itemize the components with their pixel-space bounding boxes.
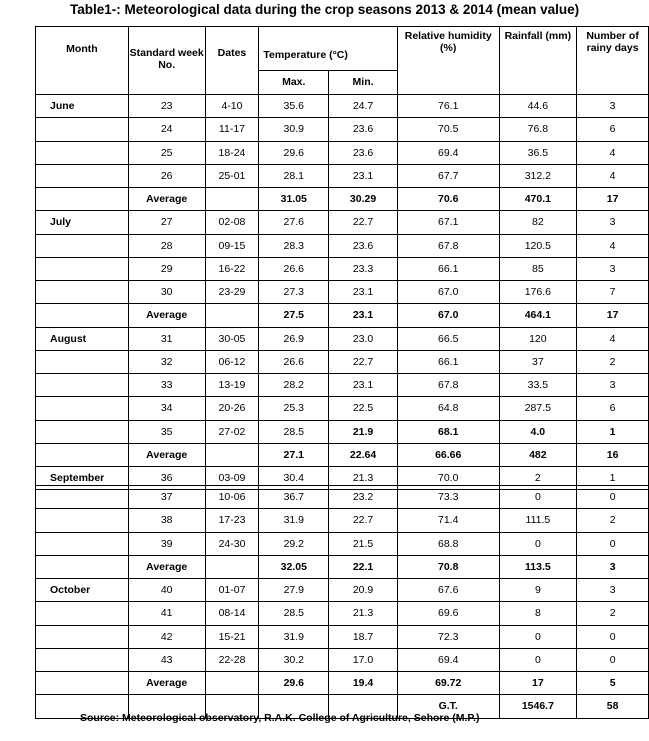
- cell-month: [36, 625, 129, 648]
- cell-max: 31.9: [259, 509, 329, 532]
- cell-days: 3: [577, 95, 649, 118]
- cell-month: [36, 443, 129, 466]
- cell-rain: 312.2: [499, 164, 577, 187]
- header-relative-humidity: Relative humidity (%): [397, 27, 499, 95]
- table-title: Table1-: Meteorological data during the crop seasons 2013 & 2014 (mean value): [70, 2, 580, 17]
- cell-week: 41: [128, 602, 205, 625]
- cell-month: [36, 188, 129, 211]
- table-row: [36, 397, 649, 420]
- header-month: Month: [36, 27, 129, 95]
- cell-max: 28.5: [259, 420, 329, 443]
- cell-month: [36, 509, 129, 532]
- cell-week: 29: [128, 257, 205, 280]
- cell-rh: 66.1: [397, 350, 499, 373]
- cell-rh: 72.3: [397, 625, 499, 648]
- average-row: [36, 555, 649, 578]
- cell-rain: 44.6: [499, 95, 577, 118]
- table-row: [36, 579, 649, 602]
- cell-days: 3: [577, 374, 649, 397]
- table-row: [36, 95, 649, 118]
- cell-days: 16: [577, 443, 649, 466]
- cell-rh: 73.3: [397, 486, 499, 509]
- cell-month: [36, 672, 129, 695]
- cell-week: 42: [128, 625, 205, 648]
- cell-rh: 66.1: [397, 257, 499, 280]
- cell-week: 37: [128, 486, 205, 509]
- cell-rain: 113.5: [499, 555, 577, 578]
- cell-max: 28.5: [259, 602, 329, 625]
- cell-week: Average: [128, 672, 205, 695]
- cell-dates: 25-01: [205, 164, 259, 187]
- cell-week: 25: [128, 141, 205, 164]
- cell-max: 30.2: [259, 648, 329, 671]
- cell-max: 29.6: [259, 141, 329, 164]
- cell-max: 36.7: [259, 486, 329, 509]
- table-row: [36, 420, 649, 443]
- cell-rh: 70.6: [397, 188, 499, 211]
- cell-month: [36, 532, 129, 555]
- cell-days: 4: [577, 141, 649, 164]
- cell-rain: 0: [499, 486, 577, 509]
- cell-dates: [205, 555, 259, 578]
- cell-dates: 11-17: [205, 118, 259, 141]
- cell-month: September: [36, 467, 129, 490]
- cell-rain: 8: [499, 602, 577, 625]
- cell-week: Average: [128, 443, 205, 466]
- cell-week: 43: [128, 648, 205, 671]
- cell-rain: 0: [499, 532, 577, 555]
- cell-max: 26.6: [259, 257, 329, 280]
- cell-min: 23.0: [329, 327, 398, 350]
- cell-days: 6: [577, 118, 649, 141]
- cell-min: 23.6: [329, 141, 398, 164]
- cell-rh: 71.4: [397, 509, 499, 532]
- cell-month: [36, 304, 129, 327]
- cell-max: 29.2: [259, 532, 329, 555]
- cell-dates: 30-05: [205, 327, 259, 350]
- cell-days: 6: [577, 397, 649, 420]
- cell-rh: G.T.: [397, 695, 499, 718]
- cell-days: 0: [577, 486, 649, 509]
- table-row: [36, 234, 649, 257]
- cell-dates: 22-28: [205, 648, 259, 671]
- cell-rain: 4.0: [499, 420, 577, 443]
- table-row: [36, 118, 649, 141]
- cell-week: 27: [128, 211, 205, 234]
- cell-rh: 64.8: [397, 397, 499, 420]
- cell-rh: 69.4: [397, 141, 499, 164]
- cell-dates: 15-21: [205, 625, 259, 648]
- header-max: Max.: [259, 71, 329, 95]
- cell-min: 21.5: [329, 532, 398, 555]
- cell-rain: 111.5: [499, 509, 577, 532]
- cell-dates: [205, 304, 259, 327]
- cell-min: 20.9: [329, 579, 398, 602]
- cell-dates: 03-09: [205, 467, 259, 490]
- cell-max: 32.05: [259, 555, 329, 578]
- cell-rh: 76.1: [397, 95, 499, 118]
- cell-days: 4: [577, 234, 649, 257]
- cell-week: 23: [128, 95, 205, 118]
- cell-min: 30.29: [329, 188, 398, 211]
- cell-days: 3: [577, 211, 649, 234]
- cell-week: 36: [128, 467, 205, 490]
- cell-dates: [205, 188, 259, 211]
- table-row: [36, 625, 649, 648]
- cell-dates: [205, 443, 259, 466]
- cell-month: [36, 257, 129, 280]
- cell-rh: 70.0: [397, 467, 499, 490]
- cell-min: 23.1: [329, 164, 398, 187]
- cell-min: 19.4: [329, 672, 398, 695]
- cell-month: [36, 555, 129, 578]
- table-row: [36, 648, 649, 671]
- cell-week: 32: [128, 350, 205, 373]
- cell-min: 24.7: [329, 95, 398, 118]
- cell-rh: 67.1: [397, 211, 499, 234]
- cell-min: 23.1: [329, 374, 398, 397]
- cell-dates: 09-15: [205, 234, 259, 257]
- cell-rain: 1546.7: [499, 695, 577, 718]
- cell-month: August: [36, 327, 129, 350]
- cell-min: 22.5: [329, 397, 398, 420]
- cell-min: 22.64: [329, 443, 398, 466]
- cell-min: 22.7: [329, 350, 398, 373]
- cell-week: 38: [128, 509, 205, 532]
- cell-dates: [205, 672, 259, 695]
- cell-max: 27.6: [259, 211, 329, 234]
- cell-week: Average: [128, 555, 205, 578]
- cell-days: 4: [577, 164, 649, 187]
- cell-days: 1: [577, 467, 649, 490]
- table-row: [36, 374, 649, 397]
- cell-days: 17: [577, 304, 649, 327]
- cell-max: 35.6: [259, 95, 329, 118]
- cell-month: July: [36, 211, 129, 234]
- cell-month: [36, 164, 129, 187]
- cell-rh: 69.4: [397, 648, 499, 671]
- cell-month: October: [36, 579, 129, 602]
- cell-month: [36, 602, 129, 625]
- cell-rain: 85: [499, 257, 577, 280]
- table-row: [36, 532, 649, 555]
- cell-dates: 23-29: [205, 281, 259, 304]
- header-rainy-days: Number of rainy days: [577, 27, 649, 95]
- cell-max: 30.9: [259, 118, 329, 141]
- cell-days: 5: [577, 672, 649, 695]
- table-row: [36, 211, 649, 234]
- cell-max: 25.3: [259, 397, 329, 420]
- cell-month: [36, 374, 129, 397]
- table-row: [36, 281, 649, 304]
- header-min: Min.: [329, 71, 398, 95]
- cell-rh: 68.1: [397, 420, 499, 443]
- cell-rh: 70.5: [397, 118, 499, 141]
- average-row: [36, 304, 649, 327]
- header-standard-week: Standard week No.: [128, 27, 205, 95]
- cell-days: 7: [577, 281, 649, 304]
- cell-rh: 69.6: [397, 602, 499, 625]
- cell-max: 31.05: [259, 188, 329, 211]
- cell-week: 35: [128, 420, 205, 443]
- cell-days: 3: [577, 257, 649, 280]
- average-row: [36, 443, 649, 466]
- cell-days: 2: [577, 509, 649, 532]
- cell-days: 0: [577, 625, 649, 648]
- header-row: [36, 27, 649, 71]
- meteorological-table-part-1: [35, 26, 649, 490]
- cell-week: 30: [128, 281, 205, 304]
- cell-days: 1: [577, 420, 649, 443]
- cell-rain: 287.5: [499, 397, 577, 420]
- cell-month: [36, 420, 129, 443]
- average-row: [36, 188, 649, 211]
- average-row: [36, 672, 649, 695]
- cell-rain: 2: [499, 467, 577, 490]
- cell-month: June: [36, 95, 129, 118]
- cell-rain: 176.6: [499, 281, 577, 304]
- cell-min: 21.9: [329, 420, 398, 443]
- cell-week: Average: [128, 188, 205, 211]
- cell-month: [36, 234, 129, 257]
- cell-rain: 9: [499, 579, 577, 602]
- cell-dates: 20-26: [205, 397, 259, 420]
- cell-dates: 16-22: [205, 257, 259, 280]
- cell-month: [36, 281, 129, 304]
- cell-min: 23.1: [329, 281, 398, 304]
- cell-rh: 70.8: [397, 555, 499, 578]
- cell-min: 23.6: [329, 118, 398, 141]
- cell-max: 26.6: [259, 350, 329, 373]
- header-dates: Dates: [205, 27, 259, 95]
- cell-rh: 67.0: [397, 304, 499, 327]
- cell-min: 22.7: [329, 211, 398, 234]
- cell-rh: 67.8: [397, 374, 499, 397]
- cell-min: 23.6: [329, 234, 398, 257]
- cell-min: 21.3: [329, 467, 398, 490]
- cell-dates: 02-08: [205, 211, 259, 234]
- cell-week: 26: [128, 164, 205, 187]
- cell-min: 18.7: [329, 625, 398, 648]
- cell-min: 22.7: [329, 509, 398, 532]
- cell-max: 27.1: [259, 443, 329, 466]
- cell-min: 23.3: [329, 257, 398, 280]
- cell-rain: 82: [499, 211, 577, 234]
- table-row: [36, 486, 649, 509]
- cell-month: [36, 397, 129, 420]
- cell-rh: 66.66: [397, 443, 499, 466]
- cell-dates: 10-06: [205, 486, 259, 509]
- cell-days: 0: [577, 532, 649, 555]
- cell-month: [36, 350, 129, 373]
- cell-rain: 17: [499, 672, 577, 695]
- source-note: Source: Meteorological observatory, R.A.K. College of Agriculture, Sehore (M.P.): [80, 712, 480, 724]
- cell-week: 31: [128, 327, 205, 350]
- cell-dates: 18-24: [205, 141, 259, 164]
- cell-rain: 470.1: [499, 188, 577, 211]
- cell-dates: 17-23: [205, 509, 259, 532]
- cell-rain: 464.1: [499, 304, 577, 327]
- cell-rain: 37: [499, 350, 577, 373]
- table-row: [36, 257, 649, 280]
- cell-dates: 13-19: [205, 374, 259, 397]
- header-rainfall: Rainfall (mm): [499, 27, 577, 95]
- cell-rain: 33.5: [499, 374, 577, 397]
- meteorological-table-part-2: [35, 485, 649, 719]
- cell-month: [36, 141, 129, 164]
- cell-days: 0: [577, 648, 649, 671]
- cell-rain: 36.5: [499, 141, 577, 164]
- cell-dates: 08-14: [205, 602, 259, 625]
- cell-dates: 06-12: [205, 350, 259, 373]
- cell-days: 17: [577, 188, 649, 211]
- cell-week: 39: [128, 532, 205, 555]
- cell-max: 27.3: [259, 281, 329, 304]
- cell-max: 28.3: [259, 234, 329, 257]
- cell-week: 24: [128, 118, 205, 141]
- cell-week: 40: [128, 579, 205, 602]
- cell-days: 3: [577, 579, 649, 602]
- cell-rain: 120: [499, 327, 577, 350]
- cell-min: 23.2: [329, 486, 398, 509]
- cell-rain: 120.5: [499, 234, 577, 257]
- table-row: [36, 141, 649, 164]
- cell-week: 34: [128, 397, 205, 420]
- cell-min: 23.1: [329, 304, 398, 327]
- cell-max: 27.5: [259, 304, 329, 327]
- cell-rh: 69.72: [397, 672, 499, 695]
- cell-week: 28: [128, 234, 205, 257]
- cell-month: [36, 648, 129, 671]
- table-row: [36, 327, 649, 350]
- table-row: [36, 509, 649, 532]
- cell-max: 29.6: [259, 672, 329, 695]
- table-row: [36, 164, 649, 187]
- cell-days: 2: [577, 602, 649, 625]
- cell-dates: 27-02: [205, 420, 259, 443]
- cell-rh: 67.7: [397, 164, 499, 187]
- cell-rain: 0: [499, 648, 577, 671]
- cell-rain: 0: [499, 625, 577, 648]
- cell-max: 30.4: [259, 467, 329, 490]
- cell-max: 31.9: [259, 625, 329, 648]
- cell-min: 17.0: [329, 648, 398, 671]
- cell-max: 28.2: [259, 374, 329, 397]
- cell-days: 3: [577, 555, 649, 578]
- cell-max: 28.1: [259, 164, 329, 187]
- cell-rh: 66.5: [397, 327, 499, 350]
- table-row: [36, 350, 649, 373]
- cell-rh: 67.6: [397, 579, 499, 602]
- cell-max: 26.9: [259, 327, 329, 350]
- cell-days: 4: [577, 327, 649, 350]
- table-row: [36, 602, 649, 625]
- cell-max: 27.9: [259, 579, 329, 602]
- header-temperature: Temperature (°C): [259, 27, 398, 71]
- cell-min: 21.3: [329, 602, 398, 625]
- cell-month: [36, 486, 129, 509]
- cell-week: 33: [128, 374, 205, 397]
- cell-days: 2: [577, 350, 649, 373]
- cell-rh: 67.8: [397, 234, 499, 257]
- cell-week: Average: [128, 304, 205, 327]
- cell-month: [36, 118, 129, 141]
- cell-rain: 76.8: [499, 118, 577, 141]
- cell-rh: 68.8: [397, 532, 499, 555]
- cell-dates: 01-07: [205, 579, 259, 602]
- cell-min: 22.1: [329, 555, 398, 578]
- cell-days: 58: [577, 695, 649, 718]
- cell-rh: 67.0: [397, 281, 499, 304]
- cell-rain: 482: [499, 443, 577, 466]
- cell-dates: 4-10: [205, 95, 259, 118]
- cell-dates: 24-30: [205, 532, 259, 555]
